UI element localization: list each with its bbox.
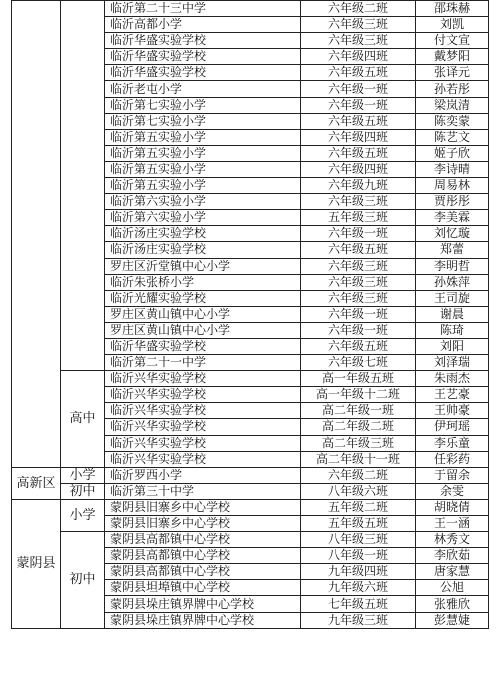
student-name-cell: 任彩药 — [416, 451, 489, 467]
table-row — [12, 371, 489, 387]
school-cell: 蒙阴县高都镇中心学校 — [105, 532, 301, 548]
student-name-cell: 张译元 — [416, 65, 489, 81]
student-name-cell: 朱雨杰 — [416, 371, 489, 387]
class-cell: 八年级六班 — [301, 483, 416, 499]
school-cell: 临沂华盛实验学校 — [105, 65, 301, 81]
student-name-cell: 周易林 — [416, 178, 489, 194]
student-name-cell: 郑蕾 — [416, 242, 489, 258]
class-cell: 六年级一班 — [301, 97, 416, 113]
student-name-cell: 林秀文 — [416, 532, 489, 548]
class-cell: 六年级一班 — [301, 226, 416, 242]
student-name-cell: 梁岚清 — [416, 97, 489, 113]
school-cell: 临沂高都小学 — [105, 17, 301, 33]
student-name-cell: 陈奕蒙 — [416, 113, 489, 129]
table-row — [12, 483, 489, 499]
table-row — [12, 499, 489, 515]
student-name-cell: 胡晓倩 — [416, 499, 489, 515]
school-cell: 罗庄区黄山镇中心小学 — [105, 322, 301, 338]
student-name-cell: 张雅欣 — [416, 596, 489, 612]
school-cell: 临沂第五实验小学 — [105, 129, 301, 145]
student-name-cell: 戴梦阳 — [416, 49, 489, 65]
school-cell: 临沂兴华实验学校 — [105, 387, 301, 403]
school-cell: 蒙阴县旧寨乡中心学校 — [105, 499, 301, 515]
class-cell: 六年级三班 — [301, 194, 416, 210]
class-cell: 五年级二班 — [301, 499, 416, 515]
school-level-cell: 小学 — [61, 499, 105, 531]
class-cell: 九年级三班 — [301, 612, 416, 628]
school-cell: 临沂第六实验小学 — [105, 194, 301, 210]
student-name-cell: 王艺豪 — [416, 387, 489, 403]
table-body — [12, 1, 489, 629]
student-name-cell: 李明哲 — [416, 258, 489, 274]
class-cell: 高一年级五班 — [301, 371, 416, 387]
class-cell: 六年级三班 — [301, 33, 416, 49]
student-name-cell: 王帅豪 — [416, 403, 489, 419]
school-cell: 罗庄区黄山镇中心小学 — [105, 306, 301, 322]
class-cell: 五年级五班 — [301, 516, 416, 532]
class-cell: 六年级二班 — [301, 1, 416, 17]
school-cell: 临沂第二十三中学 — [105, 1, 301, 17]
school-level-cell: 初中 — [61, 532, 105, 629]
school-cell: 临沂第六实验小学 — [105, 210, 301, 226]
class-cell: 六年级一班 — [301, 81, 416, 97]
student-name-cell: 余雯 — [416, 483, 489, 499]
student-name-cell: 李乐童 — [416, 435, 489, 451]
student-name-cell: 陈琦 — [416, 322, 489, 338]
school-level-cell: 小学 — [61, 467, 105, 483]
school-cell: 临沂汤庄实验学校 — [105, 242, 301, 258]
school-cell: 罗庄区沂堂镇中心小学 — [105, 258, 301, 274]
award-list-table — [11, 0, 489, 629]
student-name-cell: 刘忆璇 — [416, 226, 489, 242]
school-cell: 临沂光耀实验学校 — [105, 290, 301, 306]
school-cell: 临沂第五实验小学 — [105, 145, 301, 161]
class-cell: 高一年级十二班 — [301, 387, 416, 403]
student-name-cell: 王一涵 — [416, 516, 489, 532]
school-cell: 临沂兴华实验学校 — [105, 419, 301, 435]
class-cell: 六年级五班 — [301, 338, 416, 354]
county-cell — [12, 1, 61, 468]
school-cell: 临沂华盛实验学校 — [105, 33, 301, 49]
student-name-cell: 孙姝萍 — [416, 274, 489, 290]
class-cell: 高二年级十一班 — [301, 451, 416, 467]
class-cell: 六年级一班 — [301, 322, 416, 338]
class-cell: 五年级三班 — [301, 210, 416, 226]
school-cell: 临沂老屯小学 — [105, 81, 301, 97]
student-name-cell: 李美霖 — [416, 210, 489, 226]
class-cell: 六年级五班 — [301, 242, 416, 258]
student-name-cell: 唐家慧 — [416, 564, 489, 580]
class-cell: 六年级五班 — [301, 145, 416, 161]
class-cell: 六年级五班 — [301, 65, 416, 81]
class-cell: 八年级三班 — [301, 532, 416, 548]
school-cell: 蒙阴县旧寨乡中心学校 — [105, 516, 301, 532]
table-row — [12, 1, 489, 17]
student-name-cell: 伊珂瑶 — [416, 419, 489, 435]
school-cell: 临沂汤庄实验学校 — [105, 226, 301, 242]
class-cell: 八年级一班 — [301, 548, 416, 564]
student-name-cell: 孙若彤 — [416, 81, 489, 97]
class-cell: 六年级七班 — [301, 355, 416, 371]
school-cell: 蒙阴县坦埠镇中心学校 — [105, 580, 301, 596]
school-cell: 临沂第二十一中学 — [105, 355, 301, 371]
student-name-cell: 王司旋 — [416, 290, 489, 306]
school-cell: 临沂罗西小学 — [105, 467, 301, 483]
class-cell: 高二年级二班 — [301, 419, 416, 435]
student-name-cell: 贾彤彤 — [416, 194, 489, 210]
class-cell: 六年级九班 — [301, 178, 416, 194]
student-name-cell: 彭慧婕 — [416, 612, 489, 628]
class-cell: 六年级四班 — [301, 161, 416, 177]
student-name-cell: 刘凯 — [416, 17, 489, 33]
school-cell: 临沂朱张桥小学 — [105, 274, 301, 290]
student-name-cell: 谢晨 — [416, 306, 489, 322]
class-cell: 六年级二班 — [301, 467, 416, 483]
school-level-cell: 初中 — [61, 483, 105, 499]
class-cell: 六年级五班 — [301, 113, 416, 129]
student-name-cell: 李诗晴 — [416, 161, 489, 177]
class-cell: 六年级三班 — [301, 290, 416, 306]
school-level-cell — [61, 1, 105, 371]
class-cell: 九年级四班 — [301, 564, 416, 580]
school-cell: 临沂兴华实验学校 — [105, 403, 301, 419]
class-cell: 六年级四班 — [301, 129, 416, 145]
school-cell: 临沂华盛实验学校 — [105, 49, 301, 65]
student-name-cell: 付文宣 — [416, 33, 489, 49]
student-name-cell: 于留余 — [416, 467, 489, 483]
school-cell: 临沂第五实验小学 — [105, 178, 301, 194]
class-cell: 六年级一班 — [301, 306, 416, 322]
table-row — [12, 467, 489, 483]
class-cell: 六年级四班 — [301, 49, 416, 65]
school-cell: 临沂兴华实验学校 — [105, 371, 301, 387]
student-name-cell: 邵珠赫 — [416, 1, 489, 17]
school-cell: 临沂华盛实验学校 — [105, 338, 301, 354]
class-cell: 九年级六班 — [301, 580, 416, 596]
county-cell: 蒙阴县 — [12, 499, 61, 628]
county-cell: 高新区 — [12, 467, 61, 499]
school-cell: 蒙阴县高都镇中心学校 — [105, 548, 301, 564]
class-cell: 七年级五班 — [301, 596, 416, 612]
school-cell: 临沂第五实验小学 — [105, 161, 301, 177]
school-cell: 临沂第七实验小学 — [105, 113, 301, 129]
class-cell: 高二年级一班 — [301, 403, 416, 419]
school-cell: 临沂第七实验小学 — [105, 97, 301, 113]
student-name-cell: 刘泽瑞 — [416, 355, 489, 371]
class-cell: 六年级三班 — [301, 258, 416, 274]
student-name-cell: 刘阳 — [416, 338, 489, 354]
table-row — [12, 532, 489, 548]
student-name-cell: 陈艺文 — [416, 129, 489, 145]
student-name-cell: 李欣茹 — [416, 548, 489, 564]
school-cell: 蒙阴县垛庄镇界牌中心学校 — [105, 596, 301, 612]
school-cell: 临沂兴华实验学校 — [105, 451, 301, 467]
school-cell: 临沂兴华实验学校 — [105, 435, 301, 451]
student-name-cell: 公旭 — [416, 580, 489, 596]
school-cell: 蒙阴县高都镇中心学校 — [105, 564, 301, 580]
student-name-cell: 姬子欣 — [416, 145, 489, 161]
class-cell: 六年级三班 — [301, 17, 416, 33]
class-cell: 六年级三班 — [301, 274, 416, 290]
school-cell: 临沂第三十中学 — [105, 483, 301, 499]
school-level-cell: 高中 — [61, 371, 105, 468]
school-cell: 蒙阴县垛庄镇界牌中心学校 — [105, 612, 301, 628]
class-cell: 高二年级三班 — [301, 435, 416, 451]
